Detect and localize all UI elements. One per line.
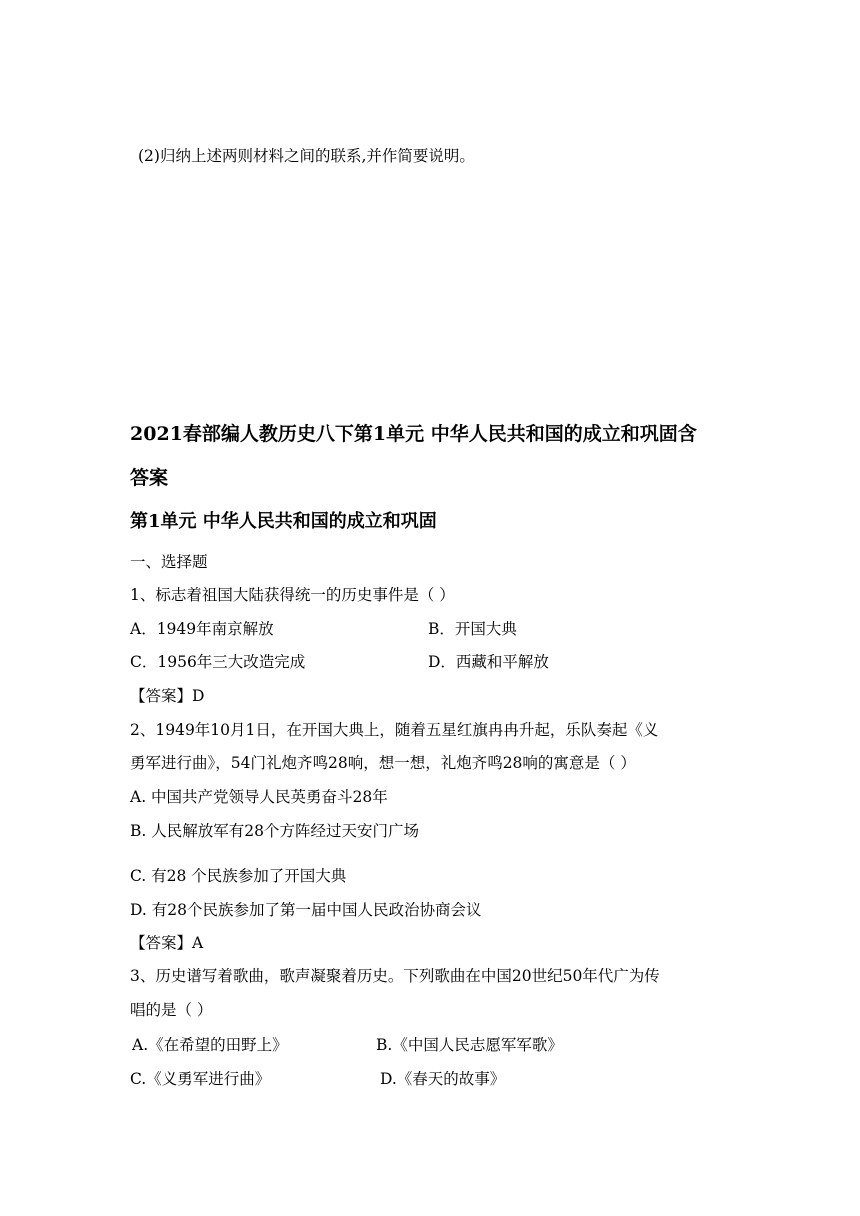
question-2-option-b: B. 人民解放军有28个方阵经过天安门广场 [130, 822, 419, 840]
question-1-option-a: A．1949年南京解放 [130, 620, 274, 638]
question-2-stem-line1: 2、1949年10月1日，在开国大典上，随着五星红旗冉冉升起，乐队奏起《义 [130, 721, 659, 739]
question-1-stem: 1、标志着祖国大陆获得统一的历史事件是（ ） [130, 586, 455, 604]
question-2-option-c: C. 有28 个民族参加了开国大典 [130, 867, 347, 885]
previous-question-part2: (2)归纳上述两则材料之间的联系,并作简要说明。 [138, 147, 475, 165]
document-title-line1: 2021春部编人教历史八下第1单元 中华人民共和国的成立和巩固含 [130, 423, 697, 445]
question-3-option-a: A.《在希望的田野上》 [132, 1036, 288, 1054]
question-1-option-d: D．西藏和平解放 [428, 653, 549, 671]
question-3-stem-line2: 唱的是（ ） [130, 1001, 213, 1019]
question-2-option-d: D. 有28个民族参加了第一届中国人民政治协商会议 [130, 901, 482, 919]
document-title-line2: 答案 [130, 467, 169, 489]
question-2-option-a: A. 中国共产党领导人民英勇奋斗28年 [130, 788, 388, 806]
question-3-option-c: C.《义勇军进行曲》 [130, 1070, 271, 1088]
question-3-option-b: B.《中国人民志愿军军歌》 [376, 1036, 563, 1054]
question-1-option-b: B．开国大典 [428, 620, 517, 638]
question-3-option-d: D.《春天的故事》 [380, 1070, 506, 1088]
section-heading: 一、选择题 [130, 553, 208, 571]
unit-title: 第1单元 中华人民共和国的成立和巩固 [130, 511, 437, 532]
question-1-answer: 【答案】D [130, 687, 205, 705]
question-2-stem-line2: 勇军进行曲》，54门礼炮齐鸣28响，想一想，礼炮齐鸣28响的寓意是（ ） [130, 754, 636, 772]
question-3-stem-line1: 3、历史谱写着歌曲，歌声凝聚着历史。下列歌曲在中国20世纪50年代广为传 [130, 967, 660, 985]
question-1-option-c: C．1956年三大改造完成 [130, 653, 306, 671]
question-2-answer: 【答案】A [130, 934, 204, 952]
